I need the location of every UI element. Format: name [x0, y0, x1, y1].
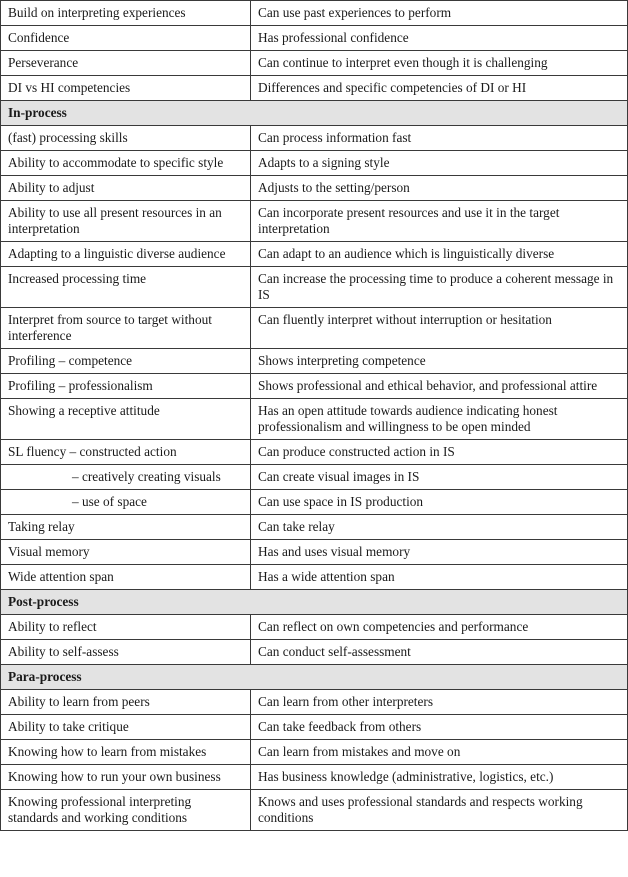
description-cell: Knows and uses professional standards and respects working conditions: [251, 790, 628, 831]
description-cell: Can produce constructed action in IS: [251, 440, 628, 465]
table-row: [1, 740, 628, 765]
table-row: [1, 126, 628, 151]
table-row: [1, 349, 628, 374]
description-cell: Can create visual images in IS: [251, 465, 628, 490]
description-cell: Differences and specific competencies of DI or HI: [251, 76, 628, 101]
competency-cell: Knowing how to learn from mistakes: [1, 740, 251, 765]
competency-cell: Ability to use all present resources in an interpretation: [1, 201, 251, 242]
description-cell: Has and uses visual memory: [251, 540, 628, 565]
table-row: [1, 515, 628, 540]
section-title: In-process: [1, 101, 628, 126]
competency-cell: Increased processing time: [1, 267, 251, 308]
description-cell: Has business knowledge (administrative, logistics, etc.): [251, 765, 628, 790]
description-cell: Can take feedback from others: [251, 715, 628, 740]
competency-cell: – creatively creating visuals: [1, 465, 251, 490]
competency-cell: Ability to learn from peers: [1, 690, 251, 715]
table-row: [1, 51, 628, 76]
table-row: [1, 151, 628, 176]
description-cell: Can incorporate present resources and use it in the target interpretation: [251, 201, 628, 242]
competency-cell: Wide attention span: [1, 565, 251, 590]
table-row: [1, 790, 628, 831]
competency-cell: Visual memory: [1, 540, 251, 565]
description-cell: Adapts to a signing style: [251, 151, 628, 176]
competency-cell: Ability to accommodate to specific style: [1, 151, 251, 176]
table-row: [1, 308, 628, 349]
table-row: [1, 465, 628, 490]
description-cell: Can process information fast: [251, 126, 628, 151]
table-row: [1, 490, 628, 515]
table-row: [1, 565, 628, 590]
description-cell: Can continue to interpret even though it is challenging: [251, 51, 628, 76]
table-row: [1, 267, 628, 308]
competency-cell: Showing a receptive attitude: [1, 399, 251, 440]
table-row: [1, 715, 628, 740]
table-row: [1, 76, 628, 101]
description-cell: Has professional confidence: [251, 26, 628, 51]
description-cell: Can conduct self-assessment: [251, 640, 628, 665]
section-header-row: [1, 590, 628, 615]
description-cell: Shows interpreting competence: [251, 349, 628, 374]
competency-cell: Profiling – competence: [1, 349, 251, 374]
competency-cell: Ability to adjust: [1, 176, 251, 201]
description-cell: Has an open attitude towards audience indicating honest professionalism and willingness to be open minded: [251, 399, 628, 440]
competency-cell: (fast) processing skills: [1, 126, 251, 151]
competency-cell: – use of space: [1, 490, 251, 515]
section-title: Para-process: [1, 665, 628, 690]
competency-cell: DI vs HI competencies: [1, 76, 251, 101]
description-cell: Adjusts to the setting/person: [251, 176, 628, 201]
competency-cell: Interpret from source to target without interference: [1, 308, 251, 349]
description-cell: Can take relay: [251, 515, 628, 540]
competency-cell: Ability to reflect: [1, 615, 251, 640]
section-header-row: [1, 101, 628, 126]
table-row: [1, 690, 628, 715]
table-row: [1, 1, 628, 26]
table-row: [1, 399, 628, 440]
competency-cell: Profiling – professionalism: [1, 374, 251, 399]
competency-cell: Knowing how to run your own business: [1, 765, 251, 790]
table-row: [1, 176, 628, 201]
competency-cell: Adapting to a linguistic diverse audience: [1, 242, 251, 267]
table-row: [1, 242, 628, 267]
table-row: [1, 374, 628, 399]
section-header-row: [1, 665, 628, 690]
competencies-table-body: [1, 1, 628, 831]
description-cell: Can use space in IS production: [251, 490, 628, 515]
competency-cell: Ability to take critique: [1, 715, 251, 740]
description-cell: Can fluently interpret without interruption or hesitation: [251, 308, 628, 349]
competency-cell: Confidence: [1, 26, 251, 51]
table-row: [1, 615, 628, 640]
description-cell: Can use past experiences to perform: [251, 1, 628, 26]
description-cell: Can adapt to an audience which is linguistically diverse: [251, 242, 628, 267]
description-cell: Can learn from other interpreters: [251, 690, 628, 715]
table-row: [1, 201, 628, 242]
description-cell: Can learn from mistakes and move on: [251, 740, 628, 765]
description-cell: Has a wide attention span: [251, 565, 628, 590]
description-cell: Can increase the processing time to produce a coherent message in IS: [251, 267, 628, 308]
table-row: [1, 765, 628, 790]
table-row: [1, 540, 628, 565]
description-cell: Can reflect on own competencies and performance: [251, 615, 628, 640]
competency-cell: Taking relay: [1, 515, 251, 540]
table-row: [1, 640, 628, 665]
competency-cell: Build on interpreting experiences: [1, 1, 251, 26]
competency-cell: Perseverance: [1, 51, 251, 76]
competency-cell: Ability to self-assess: [1, 640, 251, 665]
table-row: [1, 26, 628, 51]
competency-cell: Knowing professional interpreting standards and working conditions: [1, 790, 251, 831]
table-row: [1, 440, 628, 465]
competency-cell: SL fluency – constructed action: [1, 440, 251, 465]
description-cell: Shows professional and ethical behavior, and professional attire: [251, 374, 628, 399]
section-title: Post-process: [1, 590, 628, 615]
